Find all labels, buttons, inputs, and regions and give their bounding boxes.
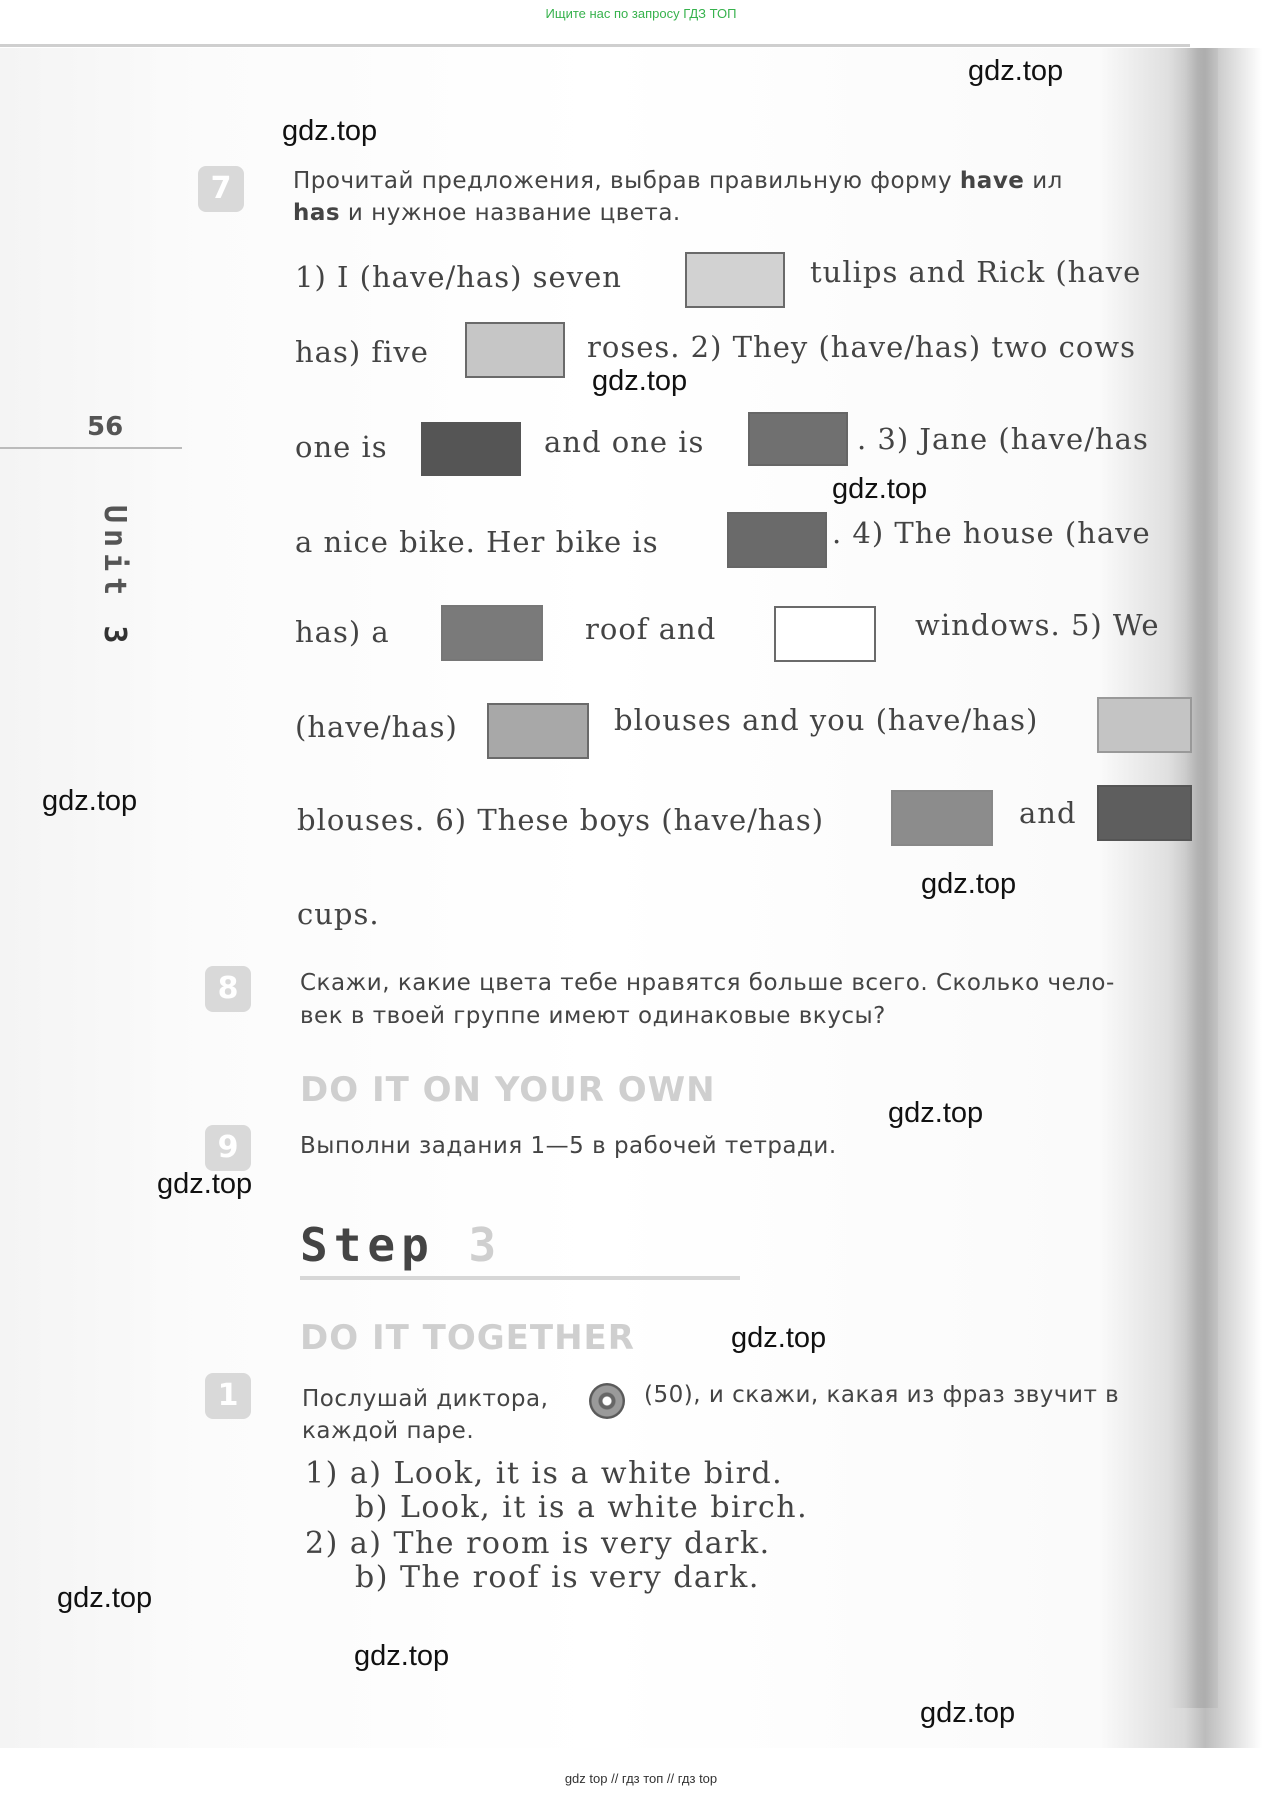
color-box-cups-2	[1097, 785, 1192, 841]
unit-number: 3	[97, 625, 132, 650]
instruction-bold-have: have	[959, 168, 1025, 194]
exercise-1-line-1b: (50), и скажи, какая из фраз звучит в	[644, 1382, 1120, 1408]
ex7-line8: cups.	[297, 897, 380, 931]
ex7-line5-b: roof and	[585, 612, 717, 646]
watermark: gdz.top	[888, 1097, 984, 1129]
ex7-line7-a: blouses. 6) These boys (have/has)	[297, 803, 825, 837]
page-number: 56	[87, 412, 124, 442]
ex7-line4-a: a nice bike. Her bike is	[295, 525, 659, 559]
step-heading	[300, 1218, 502, 1272]
ex7-line2-b: roses. 2) They (have/has) two cows	[587, 330, 1136, 364]
watermark: gdz.top	[42, 785, 138, 817]
pair-2-b: b) The roof is very dark.	[355, 1560, 760, 1595]
instruction-text: Прочитай предложения, выбрав правильную форму	[293, 168, 953, 194]
color-box-cow-1	[421, 422, 521, 476]
ex7-line7-b: and	[1019, 796, 1077, 830]
exercise-1-badge: 1	[205, 1373, 251, 1419]
color-box-windows	[774, 606, 876, 662]
ex7-line3-a: one is	[295, 430, 388, 464]
watermark: gdz.top	[157, 1168, 253, 1200]
search-banner: Ищите нас по запросу ГДЗ ТОП	[545, 6, 737, 21]
top-divider	[0, 44, 1190, 47]
audio-cd-icon[interactable]	[589, 1383, 625, 1419]
ex7-line6-b: blouses and you (have/has)	[614, 703, 1039, 737]
ex7-line5-c: windows. 5) We	[915, 608, 1160, 642]
book-spine-shadow	[1168, 48, 1218, 1708]
watermark: gdz.top	[832, 473, 928, 505]
section-heading-do-it-on-your-own: DO IT ON YOUR OWN	[300, 1070, 716, 1110]
instruction-rest: и нужное название цвета.	[347, 200, 681, 226]
color-box-blouses-1	[487, 703, 589, 759]
exercise-1-line-1a: Послушай диктора,	[302, 1386, 549, 1412]
exercise-9-badge: 9	[205, 1125, 251, 1171]
unit-tab	[92, 505, 132, 685]
watermark: gdz.top	[354, 1640, 450, 1672]
exercise-9-line-1: Выполни задания 1—5 в рабочей тетради.	[300, 1133, 837, 1159]
pair-1-b: b) Look, it is a white birch.	[355, 1490, 809, 1525]
watermark: gdz.top	[920, 1697, 1016, 1729]
exercise-7-badge: 7	[198, 166, 244, 212]
step-number: 3	[468, 1218, 503, 1272]
page-number-rule	[0, 447, 182, 449]
color-box-bike	[727, 512, 827, 568]
watermark: gdz.top	[57, 1582, 153, 1614]
color-box-roof	[441, 605, 543, 661]
step-word: Step	[300, 1218, 435, 1272]
instruction-cut: ил	[1032, 168, 1063, 194]
exercise-8-line-2: век в твоей группе имеют одинаковые вкусы?	[300, 1003, 886, 1029]
color-box-cups-1	[891, 790, 993, 846]
ex7-line6-a: (have/has)	[295, 710, 458, 744]
pair-1-a: 1) a) Look, it is a white bird.	[305, 1456, 784, 1491]
ex7-line3-c: . 3) Jane (have/has	[857, 422, 1149, 456]
exercise-7-instruction-line-2	[293, 200, 681, 226]
watermark: gdz.top	[592, 365, 688, 397]
pair-2-a: 2) a) The room is very dark.	[305, 1526, 771, 1561]
ex7-line4-b: . 4) The house (have	[832, 516, 1151, 550]
exercise-8-badge: 8	[205, 966, 251, 1012]
color-box-blouses-2	[1097, 697, 1192, 753]
exercise-8-line-1: Скажи, какие цвета тебе нравятся больше всего. Сколько чело-	[300, 970, 1115, 996]
exercise-7-instruction-line-1	[293, 168, 1063, 194]
ex7-line1-a: 1) I (have/has) seven	[295, 260, 622, 294]
ex7-line3-b: and one is	[544, 425, 705, 459]
color-box-cow-2	[748, 412, 848, 466]
exercise-1-line-2: каждой паре.	[302, 1418, 475, 1444]
ex7-line5-a: has) a	[295, 615, 390, 649]
color-box-tulips	[685, 252, 785, 308]
watermark: gdz.top	[731, 1322, 827, 1354]
footer-links[interactable]: gdz top // гдз топ // гдз top	[564, 1771, 718, 1786]
ex7-line2-a: has) five	[295, 335, 429, 369]
watermark: gdz.top	[282, 115, 378, 147]
ex7-line1-b: tulips and Rick (have	[810, 255, 1142, 289]
color-box-roses	[465, 322, 565, 378]
watermark: gdz.top	[921, 868, 1017, 900]
step-underline	[300, 1276, 740, 1280]
watermark: gdz.top	[968, 55, 1064, 87]
unit-word: Unit	[97, 505, 132, 602]
section-heading-do-it-together: DO IT TOGETHER	[300, 1318, 635, 1358]
instruction-bold-has: has	[293, 200, 341, 226]
